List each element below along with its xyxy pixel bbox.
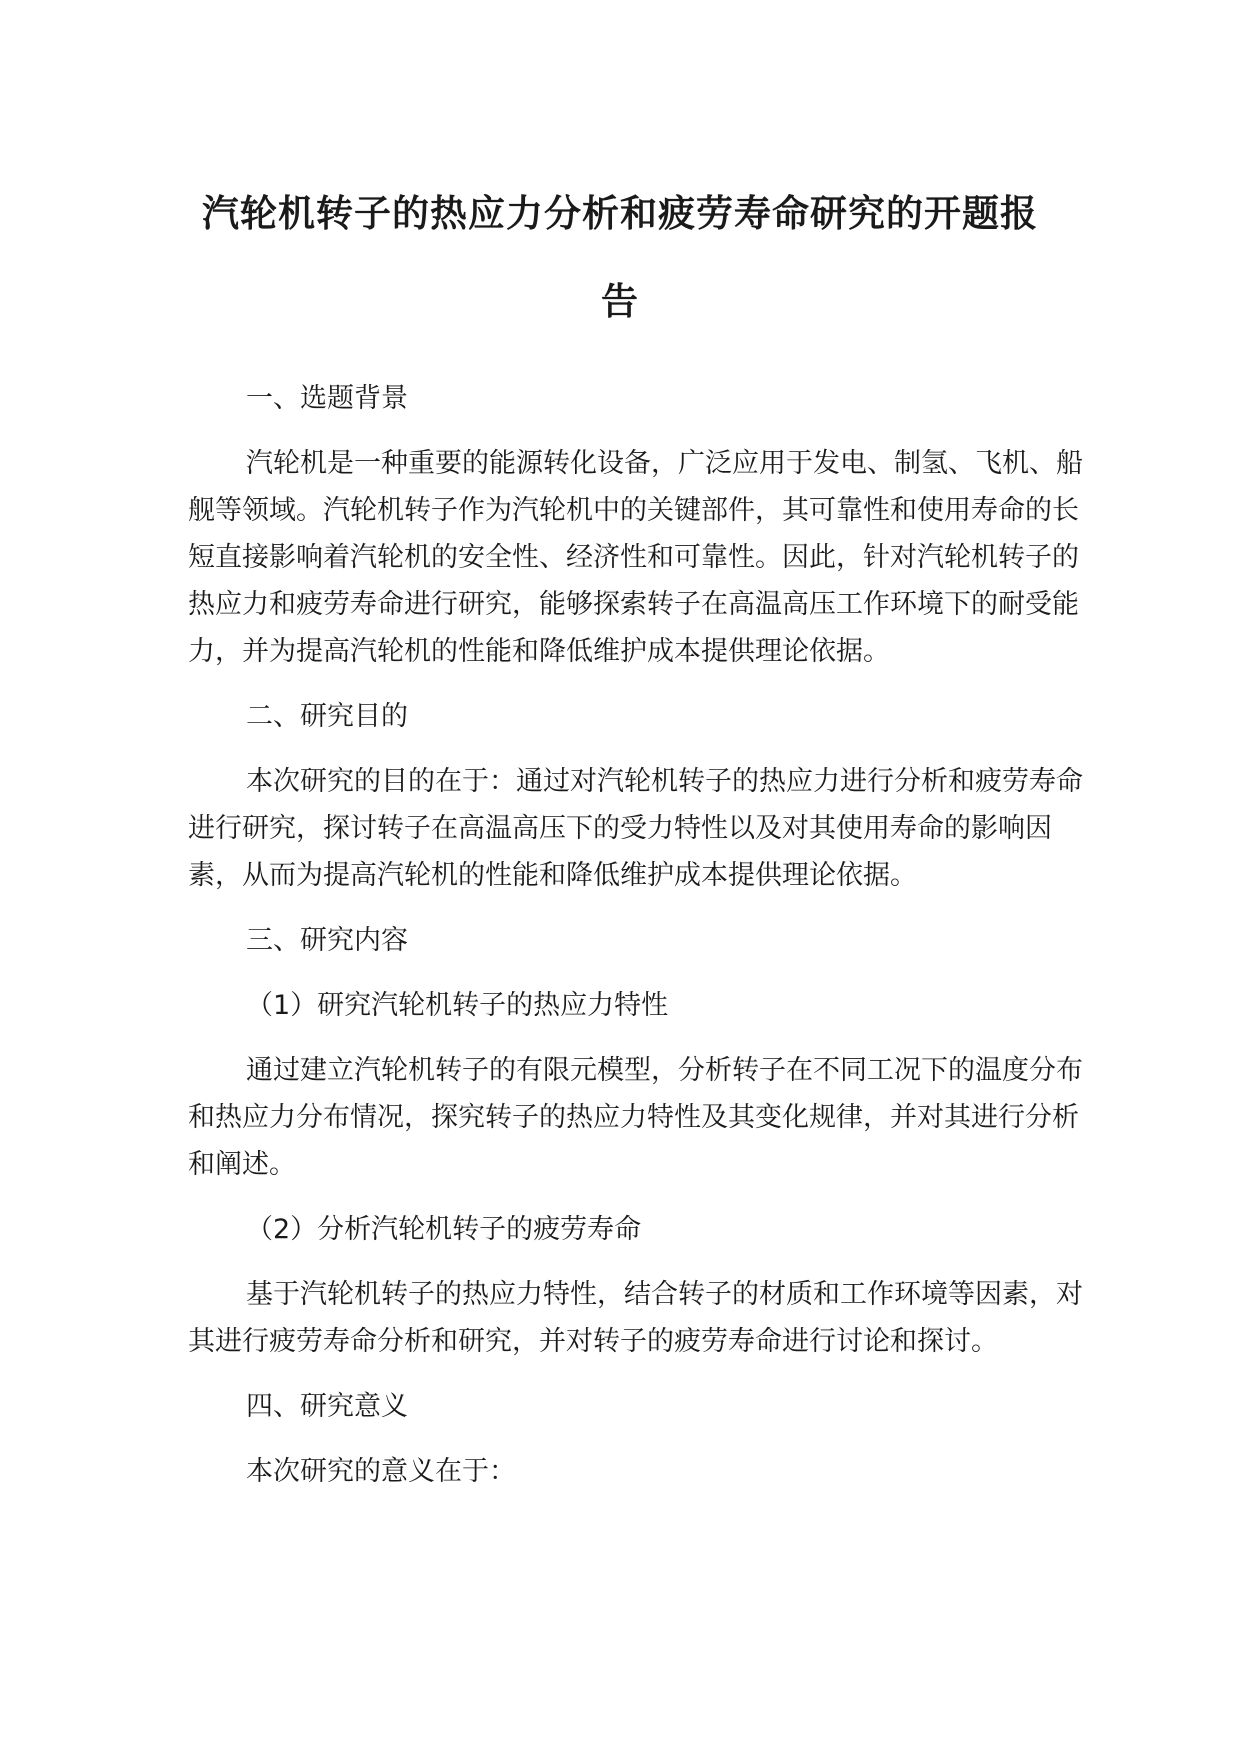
paragraph-significance: 本次研究的意义在于： — [246, 1456, 516, 1487]
paragraph-fatigue-life: 基于汽轮机转子的热应力特性，结合转子的材质和工作环境等因素，对其进行疲劳寿命分析和研究，并对转子的疲劳寿命进行讨论和探讨。 — [188, 1279, 1083, 1357]
section-heading-purpose: 二、研究目的 — [246, 701, 408, 732]
paragraph-thermal-stress: 通过建立汽轮机转子的有限元模型，分析转子在不同工况下的温度分布和热应力分布情况，探究转子的热应力特性及其变化规律，并对其进行分析和阐述。 — [188, 1055, 1083, 1180]
subheading-fatigue-life: （2）分析汽轮机转子的疲劳寿命 — [246, 1214, 642, 1245]
paragraph-purpose: 本次研究的目的在于：通过对汽轮机转子的热应力进行分析和疲劳寿命进行研究，探讨转子在高温高压下的受力特性以及对其使用寿命的影响因素，从而为提高汽轮机的性能和降低维护成本提供理论依据。 — [188, 766, 1083, 891]
section-heading-significance: 四、研究意义 — [246, 1391, 408, 1422]
section-heading-background: 一、选题背景 — [246, 383, 408, 414]
paragraph-background: 汽轮机是一种重要的能源转化设备，广泛应用于发电、制氢、飞机、船舰等领域。汽轮机转子作为汽轮机中的关键部件，其可靠性和使用寿命的长短直接影响着汽轮机的安全性、经济性和可靠性。因此，针对汽轮机转子的热应力和疲劳寿命进行研究，能够探索转子在高温高压工作环境下的耐受能力，并为提高汽轮机的性能和降低维护成本提供理论依据。 — [188, 448, 1083, 667]
subheading-thermal-stress: （1）研究汽轮机转子的热应力特性 — [246, 990, 669, 1021]
document-body — [188, 375, 1088, 1513]
section-heading-content: 三、研究内容 — [246, 925, 408, 956]
document-title: 汽轮机转子的热应力分析和疲劳寿命研究的开题报告 — [202, 192, 1038, 323]
